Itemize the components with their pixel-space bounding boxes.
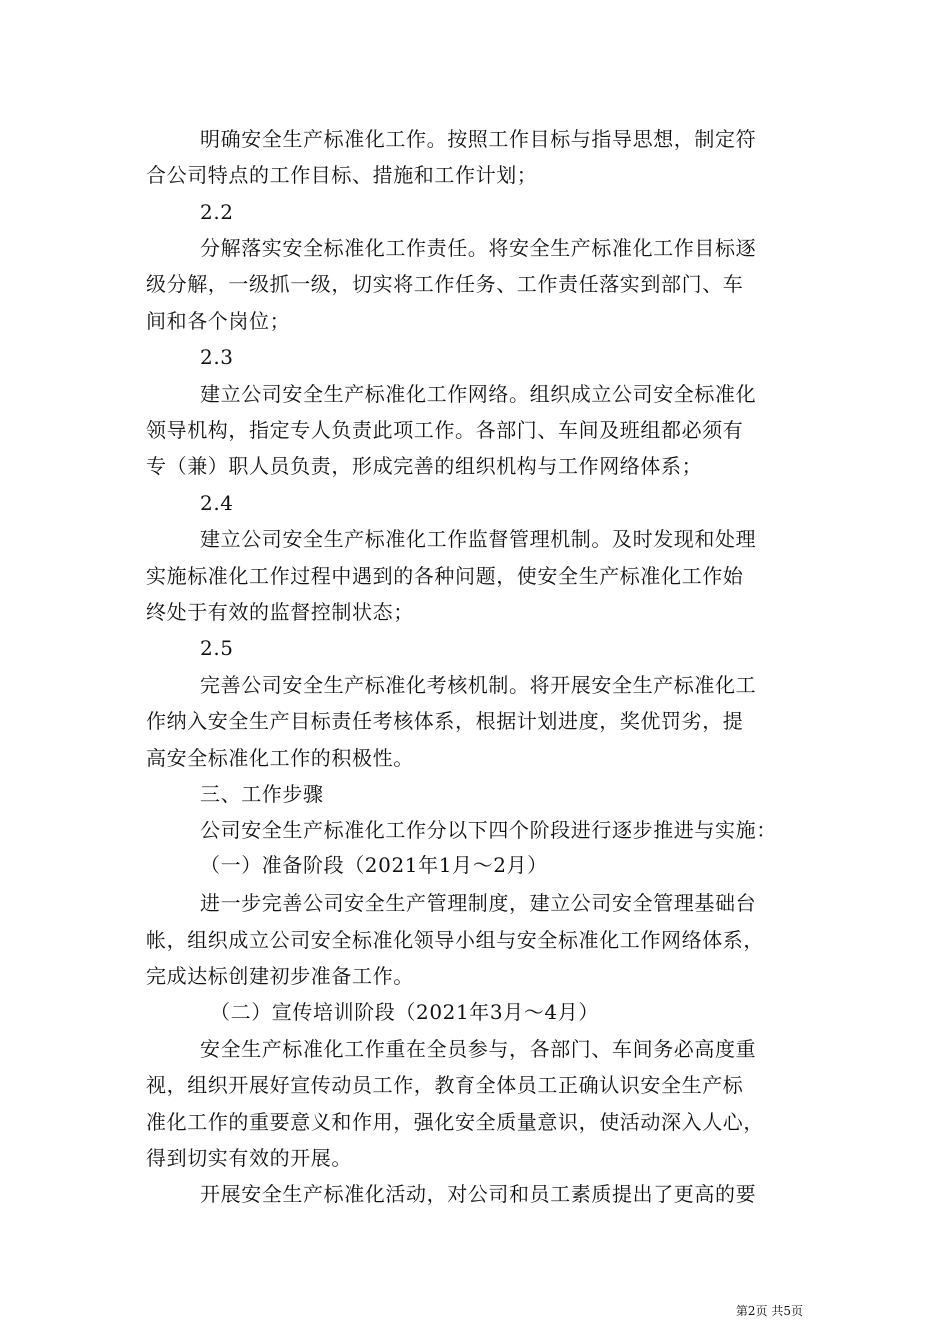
text-line: 完成达标创建初步准备工作。 bbox=[146, 964, 414, 988]
text-line: 作纳入安全生产目标责任考核体系，根据计划进度，奖优罚劣，提 bbox=[146, 709, 744, 733]
text-line: 准化工作的重要意义和作用，强化安全质量意识，使活动深入人心， bbox=[146, 1110, 764, 1134]
text-line: 帐，组织成立公司安全标准化领导小组与安全标准化工作网络体系， bbox=[146, 928, 764, 952]
text-line: 公司安全生产标准化工作分以下四个阶段进行逐步推进与实施： bbox=[200, 818, 777, 842]
text-line: 级分解，一级抓一级，切实将工作任务、工作责任落实到部门、车 bbox=[146, 272, 744, 296]
text-line: 终处于有效的监督控制状态； bbox=[146, 600, 414, 624]
text-line: 建立公司安全生产标准化工作监督管理机制。及时发现和处理 bbox=[200, 527, 757, 551]
subsection-heading: （二）宣传培训阶段（2021年3月～4月） bbox=[210, 1000, 599, 1024]
section-number: 2.4 bbox=[200, 491, 234, 515]
text-line: 安全生产标准化工作重在全员参与，各部门、车间务必高度重 bbox=[200, 1037, 757, 1061]
text-line: 建立公司安全生产标准化工作网络。组织成立公司安全标准化 bbox=[200, 382, 757, 406]
text-line: 间和各个岗位； bbox=[146, 309, 291, 333]
text-line: 分解落实安全标准化工作责任。将安全生产标准化工作目标逐 bbox=[200, 236, 757, 260]
section-heading: 三、工作步骤 bbox=[200, 782, 324, 806]
page-footer: 第2页 共5页 bbox=[735, 1304, 803, 1318]
section-number: 2.5 bbox=[200, 636, 234, 660]
subsection-heading: （一）准备阶段（2021年1月～2月） bbox=[200, 853, 548, 877]
text-line: 开展安全生产标准化活动，对公司和员工素质提出了更高的要 bbox=[200, 1182, 757, 1206]
text-line: 得到切实有效的开展。 bbox=[146, 1146, 352, 1170]
text-line: 完善公司安全生产标准化考核机制。将开展安全生产标准化工 bbox=[200, 673, 757, 697]
section-number: 2.2 bbox=[200, 200, 234, 224]
text-line: 专（兼）职人员负责，形成完善的组织机构与工作网络体系； bbox=[146, 454, 703, 478]
text-line: 领导机构，指定专人负责此项工作。各部门、车间及班组都必须有 bbox=[146, 418, 744, 442]
text-line: 高安全标准化工作的积极性。 bbox=[146, 746, 414, 770]
text-line: 进一步完善公司安全生产管理制度，建立公司安全管理基础台 bbox=[200, 891, 757, 915]
section-number: 2.3 bbox=[200, 345, 234, 369]
text-line: 明确安全生产标准化工作。按照工作目标与指导思想，制定符 bbox=[200, 127, 757, 151]
text-line: 实施标准化工作过程中遇到的各种问题，使安全生产标准化工作始 bbox=[146, 564, 744, 588]
text-line: 视，组织开展好宣传动员工作，教育全体员工正确认识安全生产标 bbox=[146, 1073, 744, 1097]
text-line: 合公司特点的工作目标、措施和工作计划； bbox=[146, 163, 538, 187]
